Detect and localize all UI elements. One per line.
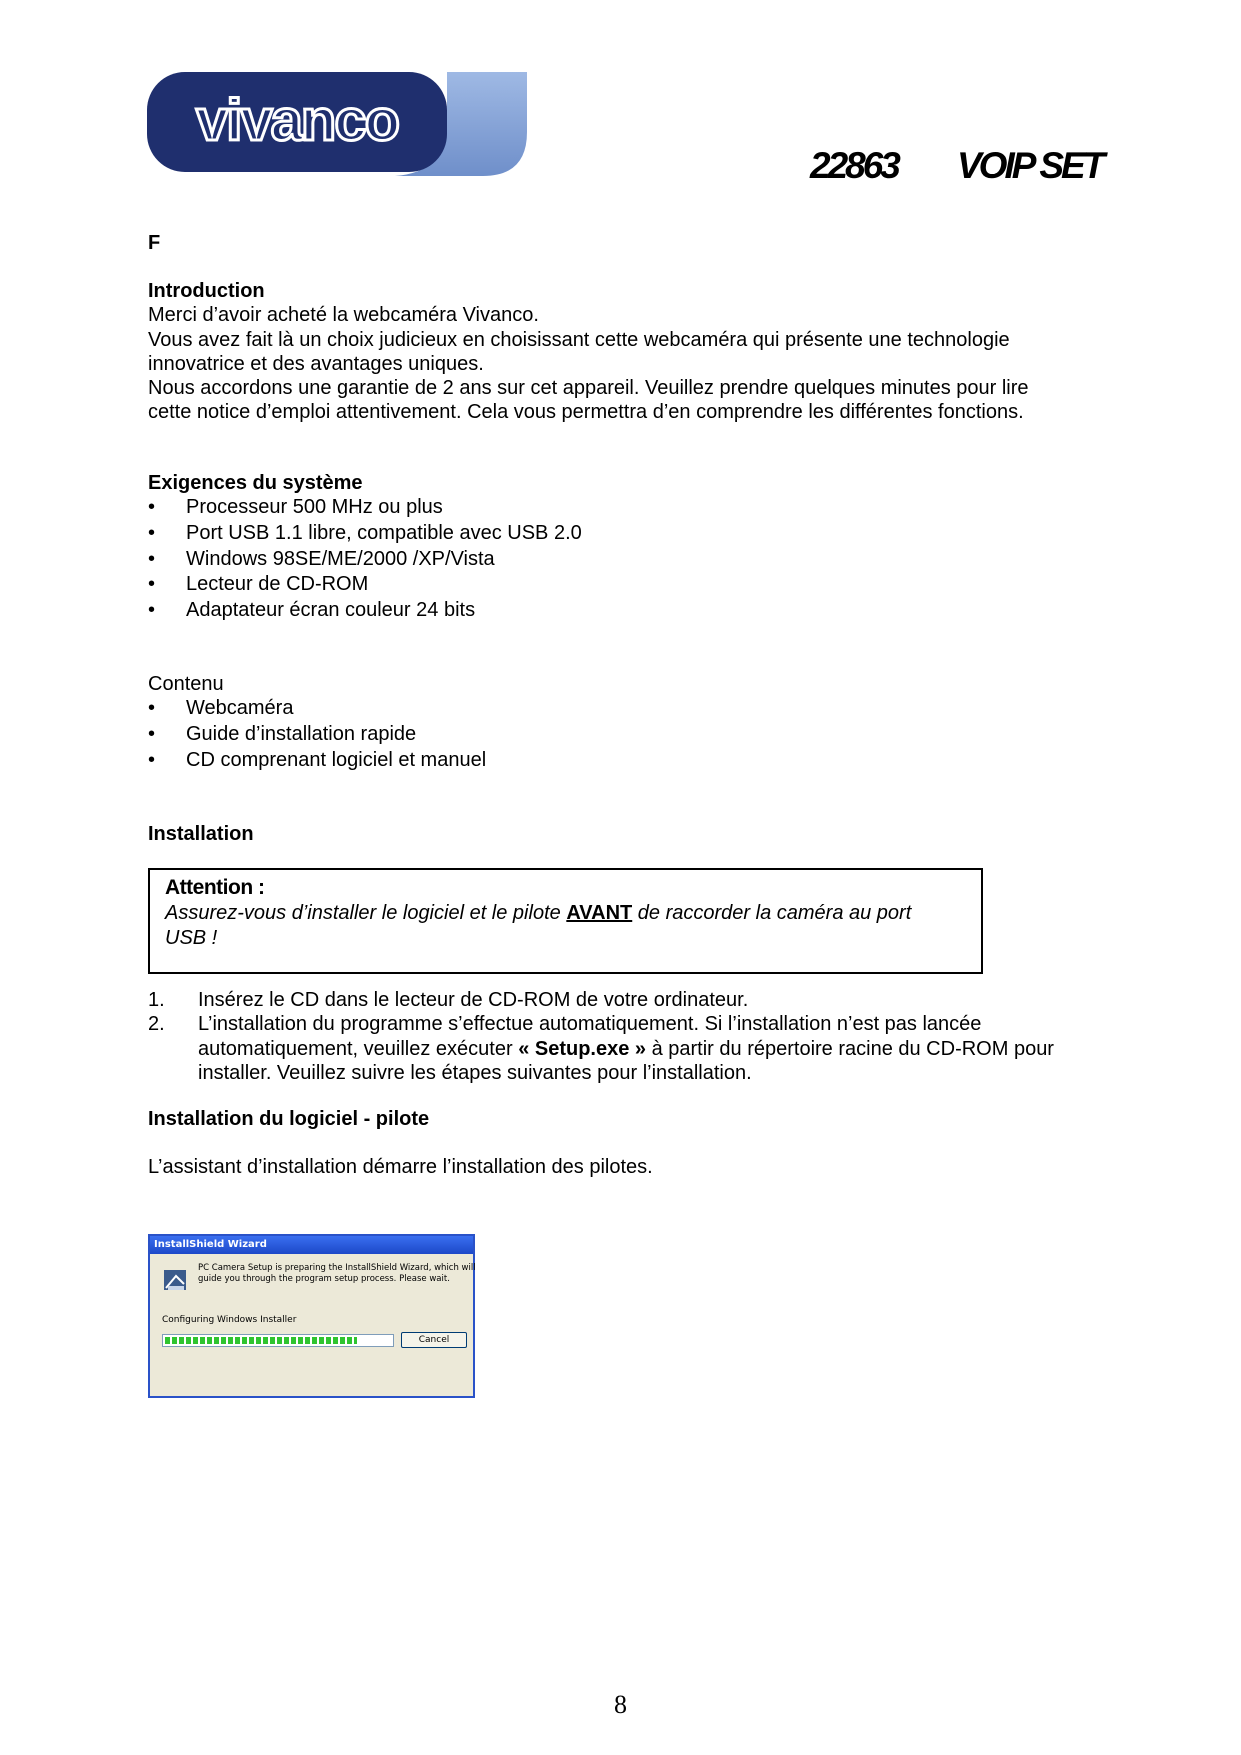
list-item: • CD comprenant logiciel et manuel (148, 748, 486, 774)
step-item (148, 1012, 1054, 1085)
attention-text (165, 901, 911, 951)
list-item: • Guide d’installation rapide (148, 722, 486, 748)
installshield-dialog (148, 1234, 475, 1398)
step-text-part: automatiquement, veuillez exécuter (198, 1037, 519, 1060)
step-text: Insérez le CD dans le lecteur de CD-ROM de votre ordinateur. (198, 989, 749, 1011)
step-item (148, 988, 1054, 1012)
dialog-message-line: PC Camera Setup is preparing the InstallShield Wizard, which will (198, 1263, 476, 1273)
list-item: • Port USB 1.1 libre, compatible avec USB 2.0 (148, 521, 582, 547)
introduction-section (148, 279, 1029, 425)
language-marker: F (148, 232, 161, 254)
step-text-part: à partir du répertoire racine du CD-ROM pour (646, 1037, 1054, 1060)
dialog-status: Configuring Windows Installer (162, 1315, 297, 1325)
list-item: • Processeur 500 MHz ou plus (148, 495, 582, 521)
list-item: • Windows 98SE/ME/2000 /XP/Vista (148, 547, 582, 573)
step-text: L’installation du programme s’effectue automatiquement. Si l’installation n’est pas lancée (198, 1013, 982, 1036)
installation-heading: Installation (148, 823, 254, 845)
attention-text-before: Assurez-vous d’installer le logiciel et le pilote (165, 902, 567, 924)
introduction-heading: Introduction (148, 280, 265, 302)
dialog-message-line: guide you through the program setup process. Please wait. (198, 1274, 450, 1284)
installation-steps (148, 988, 1054, 1085)
list-item: • Webcaméra (148, 696, 486, 722)
requirements-list (148, 495, 582, 624)
requirements-heading: Exigences du système (148, 472, 363, 494)
introduction-line: cette notice d’emploi attentivement. Cela vous permettra d’en comprendre les différentes fonctions. (148, 401, 1024, 424)
product-code: 22863 (810, 145, 898, 186)
introduction-line: Merci d’avoir acheté la webcaméra Vivanco. (148, 304, 539, 327)
cancel-button[interactable]: Cancel (401, 1332, 467, 1348)
software-heading: Installation du logiciel - pilote (148, 1108, 430, 1130)
step-text (198, 1037, 1054, 1061)
introduction-line: innovatrice et des avantages uniques. (148, 352, 484, 375)
introduction-line: Vous avez fait là un choix judicieux en choisissant cette webcaméra qui présente une technologie (148, 328, 1010, 351)
installer-icon (162, 1266, 190, 1294)
software-text: L’assistant d’installation démarre l’installation des pilotes. (148, 1156, 653, 1178)
progress-bar (162, 1334, 394, 1347)
contents-section (148, 672, 486, 773)
attention-text-after: de raccorder la caméra au port (632, 902, 912, 924)
requirements-section (148, 471, 582, 624)
logo-text: vivanco (196, 88, 398, 153)
attention-emphasis: AVANT (566, 902, 633, 924)
step-text: installer. Veuillez suivre les étapes suivantes pour l’installation. (198, 1061, 752, 1084)
introduction-line: Nous accordons une garantie de 2 ans sur cet appareil. Veuillez prendre quelques minutes pour lire (148, 377, 1029, 400)
dialog-message (198, 1263, 476, 1285)
vivanco-logo (147, 72, 527, 176)
contents-list (148, 696, 486, 773)
list-item: • Adaptateur écran couleur 24 bits (148, 598, 582, 624)
step-number: 2. (148, 1013, 165, 1036)
product-name: VOIP SET (957, 145, 1103, 186)
page-number: 8 (614, 1690, 627, 1719)
list-item: • Lecteur de CD-ROM (148, 572, 582, 598)
setup-exe-label: « Setup.exe » (518, 1037, 647, 1060)
contents-heading: Contenu (148, 673, 224, 695)
dialog-titlebar: InstallShield Wizard (150, 1236, 473, 1254)
progress-fill (165, 1337, 357, 1344)
attention-title: Attention : (165, 876, 265, 899)
attention-text-line2: USB ! (165, 927, 218, 949)
step-number: 1. (148, 989, 165, 1011)
